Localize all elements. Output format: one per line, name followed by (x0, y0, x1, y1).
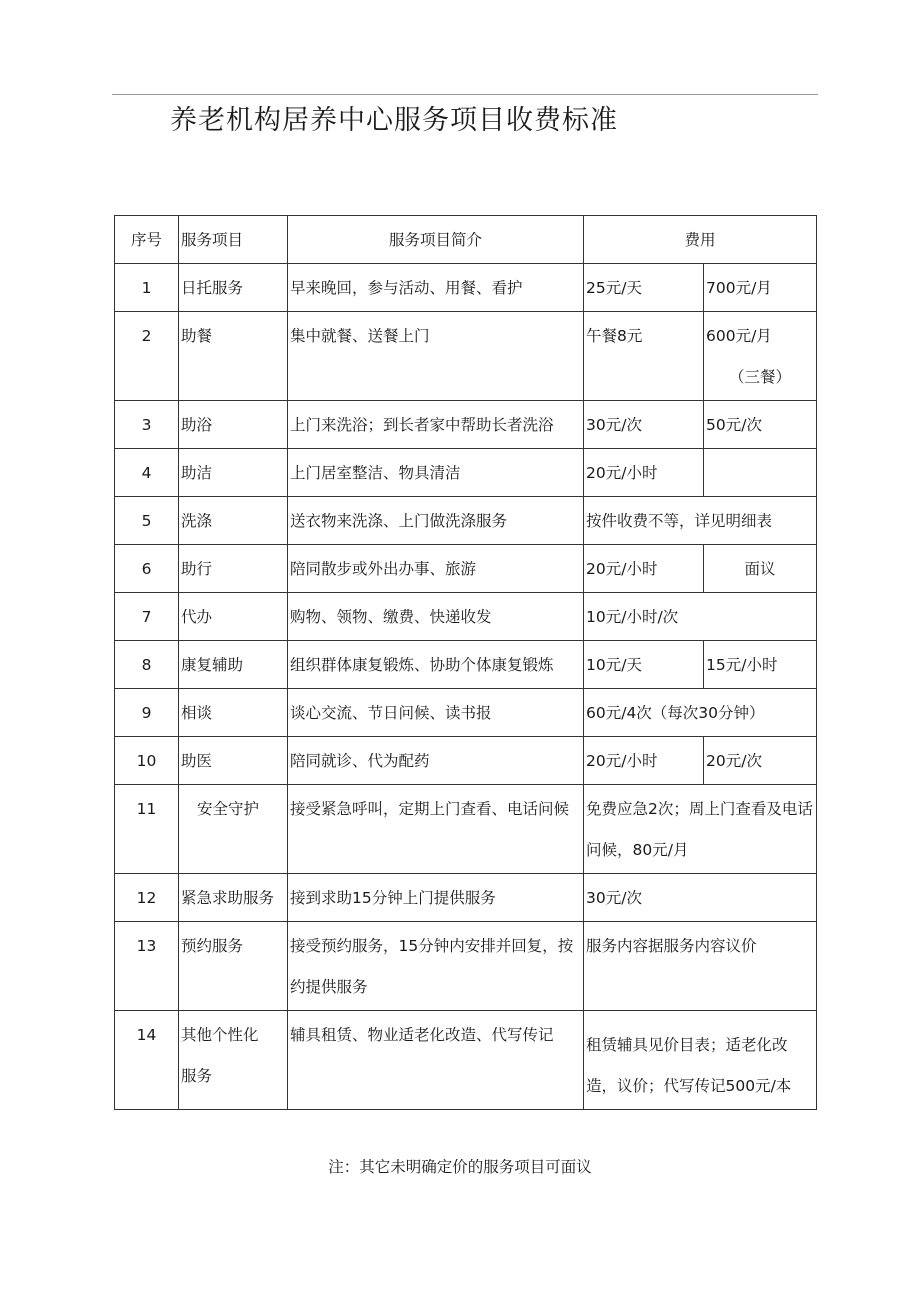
row-desc: 购物、领物、缴费、快递收发 (288, 593, 584, 641)
header-row (115, 216, 817, 264)
table-row (115, 641, 817, 689)
row-fee: 60元/4次（每次30分钟） (584, 689, 817, 737)
row-desc: 上门居室整洁、物具清洁 (288, 449, 584, 497)
row-fee-2 (704, 449, 817, 497)
row-service: 康复辅助 (179, 641, 288, 689)
row-desc: 集中就餐、送餐上门 (288, 312, 584, 401)
row-no: 8 (115, 641, 179, 689)
table-row (115, 922, 817, 1011)
row-fee-1: 25元/天 (584, 264, 704, 312)
row-fee-2: 15元/小时 (704, 641, 817, 689)
row-desc: 陪同就诊、代为配药 (288, 737, 584, 785)
header-fee: 费用 (584, 216, 817, 264)
row-service: 紧急求助服务 (179, 874, 288, 922)
row-no: 1 (115, 264, 179, 312)
row-service: 洗涤 (179, 497, 288, 545)
row-service: 代办 (179, 593, 288, 641)
row-service: 助餐 (179, 312, 288, 401)
row-fee: 服务内容据服务内容议价 (584, 922, 817, 1011)
row-fee-1: 20元/小时 (584, 449, 704, 497)
row-no: 4 (115, 449, 179, 497)
row-service: 预约服务 (179, 922, 288, 1011)
row-fee: 免费应急2次；周上门查看及电话问候，80元/月 (584, 785, 817, 874)
row-service: 安全守护 (179, 785, 288, 874)
row-service: 其他个性化服务 (179, 1011, 288, 1110)
table-row (115, 264, 817, 312)
table-row (115, 1011, 817, 1110)
row-desc: 接受紧急呼叫，定期上门查看、电话问候 (288, 785, 584, 874)
row-service: 助洁 (179, 449, 288, 497)
header-no: 序号 (115, 216, 179, 264)
table-row (115, 737, 817, 785)
table-row (115, 593, 817, 641)
table-row (115, 401, 817, 449)
row-fee-2: 20元/次 (704, 737, 817, 785)
row-desc: 陪同散步或外出办事、旅游 (288, 545, 584, 593)
table-row (115, 449, 817, 497)
row-desc: 早来晚回，参与活动、用餐、看护 (288, 264, 584, 312)
row-service: 助浴 (179, 401, 288, 449)
table-row (115, 545, 817, 593)
row-no: 11 (115, 785, 179, 874)
row-service: 助行 (179, 545, 288, 593)
row-service: 助医 (179, 737, 288, 785)
row-fee: 10元/小时/次 (584, 593, 817, 641)
row-no: 12 (115, 874, 179, 922)
document-title: 养老机构居养中心服务项目收费标准 (170, 105, 618, 136)
row-fee: 租赁辅具见价目表；适老化改造，议价；代写传记500元/本 (584, 1011, 817, 1110)
row-fee-1: 午餐8元 (584, 312, 704, 401)
header-service: 服务项目 (179, 216, 288, 264)
row-service: 日托服务 (179, 264, 288, 312)
table-row (115, 874, 817, 922)
row-fee-1: 30元/次 (584, 401, 704, 449)
row-fee: 按件收费不等，详见明细表 (584, 497, 817, 545)
table-row (115, 497, 817, 545)
row-no: 10 (115, 737, 179, 785)
fee-table (114, 215, 817, 1110)
row-fee-1: 20元/小时 (584, 737, 704, 785)
row-no: 7 (115, 593, 179, 641)
row-desc: 组织群体康复锻炼、协助个体康复锻炼 (288, 641, 584, 689)
footnote: 注：其它未明确定价的服务项目可面议 (328, 1158, 592, 1176)
row-desc: 上门来洗浴；到长者家中帮助长者洗浴 (288, 401, 584, 449)
row-no: 6 (115, 545, 179, 593)
header-desc: 服务项目简介 (288, 216, 584, 264)
row-no: 2 (115, 312, 179, 401)
row-no: 13 (115, 922, 179, 1011)
row-fee-2-line2: （三餐） (729, 368, 792, 386)
row-no: 14 (115, 1011, 179, 1110)
row-desc: 送衣物来洗涤、上门做洗涤服务 (288, 497, 584, 545)
row-no: 9 (115, 689, 179, 737)
row-fee-2-line1: 600元/月 (706, 327, 772, 345)
row-fee-2: 700元/月 (704, 264, 817, 312)
row-fee-2: 50元/次 (704, 401, 817, 449)
row-desc: 谈心交流、节日问候、读书报 (288, 689, 584, 737)
row-no: 5 (115, 497, 179, 545)
row-no: 3 (115, 401, 179, 449)
row-fee-2: 面议 (704, 545, 817, 593)
row-fee-1: 10元/天 (584, 641, 704, 689)
table-row (115, 689, 817, 737)
row-fee: 30元/次 (584, 874, 817, 922)
row-fee-1: 20元/小时 (584, 545, 704, 593)
row-desc: 辅具租赁、物业适老化改造、代写传记 (288, 1011, 584, 1110)
row-fee-2 (704, 312, 817, 401)
row-desc: 接受预约服务，15分钟内安排并回复，按约提供服务 (288, 922, 584, 1011)
table-row (115, 785, 817, 874)
top-rule (112, 94, 818, 95)
table-row (115, 312, 817, 401)
row-service: 相谈 (179, 689, 288, 737)
row-desc: 接到求助15分钟上门提供服务 (288, 874, 584, 922)
